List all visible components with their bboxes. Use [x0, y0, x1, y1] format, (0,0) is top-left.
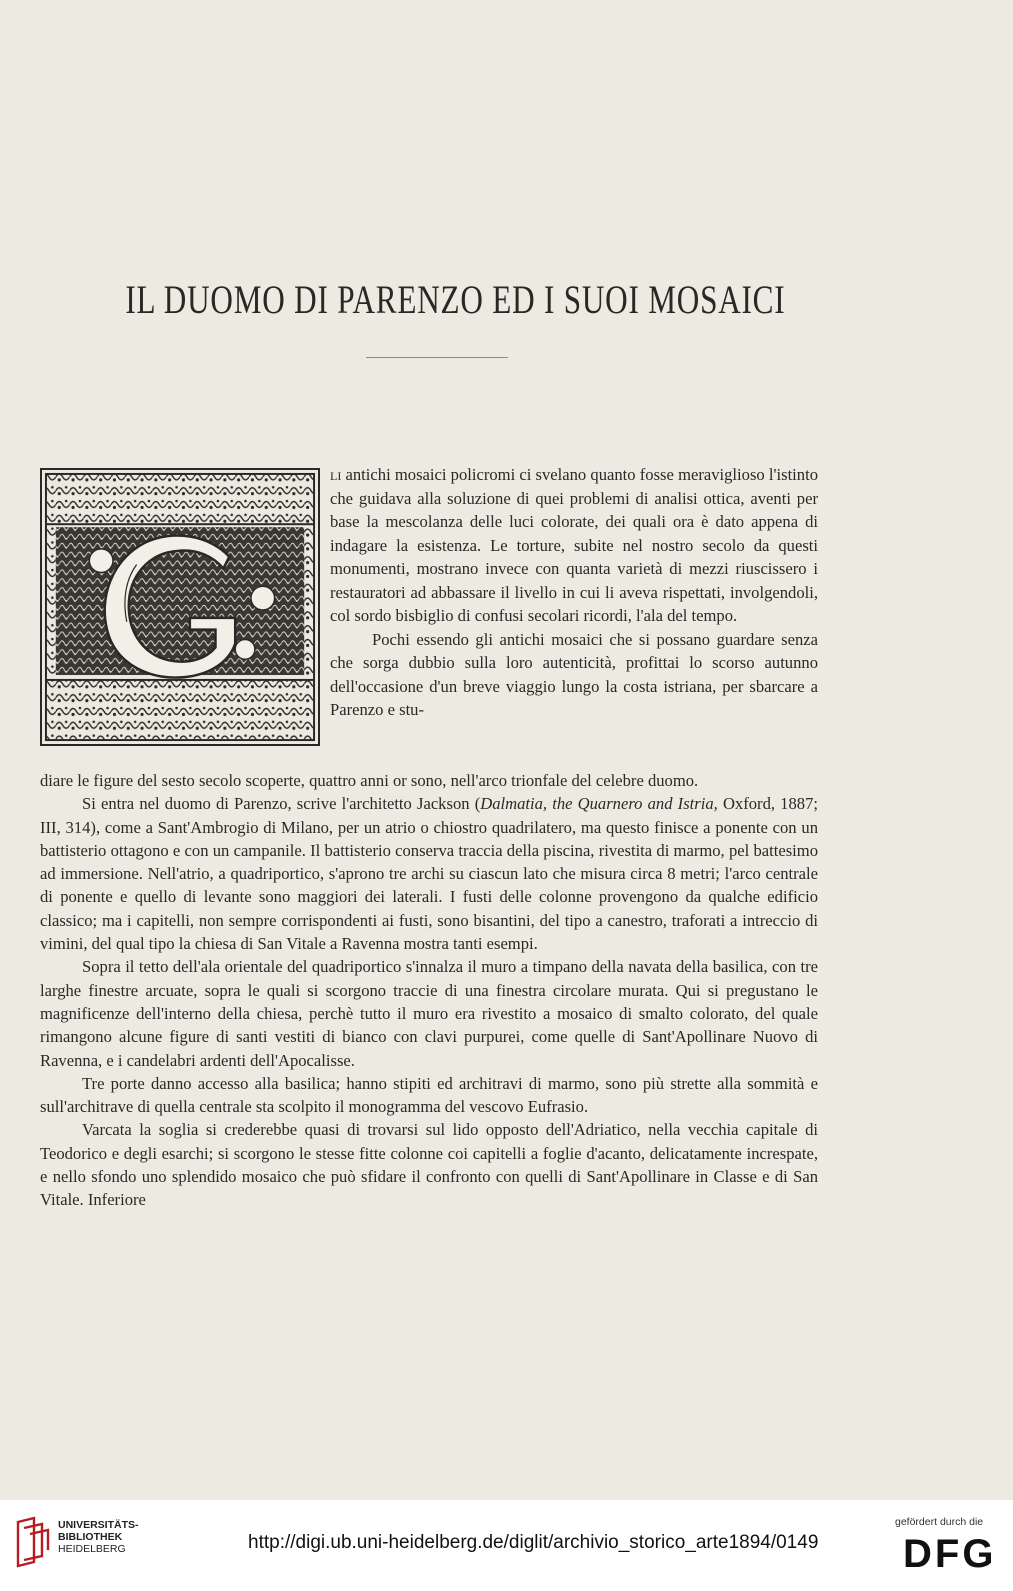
- book-title: Dalmatia, the Quarnero and Istria,: [480, 794, 718, 814]
- decorated-initial-G-icon: [40, 468, 320, 746]
- ub-heidelberg-logo-icon: [12, 1514, 52, 1570]
- digitization-footer: [0, 1500, 1013, 1591]
- opening-paragraphs: [330, 463, 818, 722]
- paragraph-facade: Sopra il tetto dell'ala orientale del quadriportico s'innalza il muro a timpano della navata della basilica, con tre larghe finestre arcuate, sopra le quali si scorgono traccie di una finestra circolare murata. Qui si pregustano le magnificenze dell'interno della chiesa, perchè tutto il muro era rivestito a mosaico di smalto colorato, del quale rimangono alcune figure di santi vestiti di bianco con clavi purpurei, come quelle di Sant'Apollinare Nuovo di Ravenna, e i candelabri ardenti dell'Apocalisse.: [40, 957, 818, 1070]
- funding-note: gefördert durch die: [895, 1516, 984, 1528]
- dropcap-lead-text: li: [330, 465, 342, 484]
- library-name-line2: BIBLIOTHEK: [58, 1531, 123, 1543]
- paragraph-interior: Varcata la soglia si crederebbe quasi di trovarsi sul lido opposto dell'Adriatico, nella vecchia capitale di Teodorico e degli esarchi; si scorgono le stesse fitte colonne coi capitelli a foglie d'acanto, delicatamente increspate, e nello sfondo uno splendido mosaico che può sfidare il confronto con quelli di Sant'Apollinare in Classe e di San Vitale. Inferiore: [40, 1120, 818, 1210]
- paragraph-doors: Tre porte danno accesso alla basilica; hanno stipiti ed architravi di marmo, sono più strette alla sommità e sull'architrave di quella centrale sta scolpito il monogramma del vescovo Eufrasio.: [40, 1073, 818, 1117]
- second-paragraph-start: Pochi essendo gli antichi mosaici che si possano guardare senza che sorga dubbio sulla loro autenticità, profittai lo scorso autunno dell'occasione d'un breve viaggio lungo la costa istriana, per sbarcare a Parenzo e stu-: [330, 629, 818, 719]
- title-divider: [366, 357, 508, 358]
- paragraph-jackson: [40, 792, 818, 955]
- article-body: [40, 769, 818, 1212]
- opening-paragraph: [330, 463, 818, 628]
- dfg-logo: DFG: [903, 1532, 997, 1576]
- article-title: IL DUOMO DI PARENZO ED I SUOI MOSAICI: [125, 277, 786, 322]
- paragraph-jackson-after: Oxford, 1887; III, 314), come a Sant'Ambrogio di Milano, per un atrio o chiostro quadrilatero, ma questo finisce a ponente con un battisterio ottagono e con un campanile. Il battisterio conserva traccia della piscina, rivestita di marmo, pel battesimo ad immersione. Nell'atrio, a quadriportico, s'aprono tre archi su ciascun lato che misura circa 8 metri; l'arco centrale di ponente e quello di levante sono maggiori dei laterali. I fusti delle colonne provengono da qualche edificio classico; ma i capitelli, non sempre corrispondenti ai fusti, sono bisantini, del tipo a canestro, traforati a intreccio di vimini, del qual tipo la chiesa di San Vitale a Ravenna mostra tanti esempi.: [40, 794, 818, 954]
- permalink-url[interactable]: http://digi.ub.uni-heidelberg.de/diglit/archivio_storico_arte1894/0149: [248, 1532, 819, 1553]
- library-name: [58, 1519, 139, 1555]
- library-name-line1: UNIVERSITÄTS-: [58, 1519, 139, 1531]
- second-paragraph-end: diare le figure del sesto secolo scoperte, quattro anni or sono, nell'arco trionfale del celebre duomo.: [40, 771, 699, 790]
- paragraph-jackson-before: Si entra nel duomo di Parenzo, scrive l'architetto Jackson (: [82, 794, 481, 814]
- opening-paragraph-text: antichi mosaici policromi ci svelano quanto fosse meraviglioso l'istinto che guidava alla soluzione di quei problemi di analisi ottica, aventi per base la mescolanza delle luci colorate, dei quali ora è dato appena di indagare la esistenza. Le torture, subite nel nostro secolo da questi monumenti, mostrano invece con quanta varietà di mezzi riuscissero i restauratori ad abbassare il livello in cui li aveva rispettati, involgendoli, col sordo bisbiglio di confusi secolari ricordi, l'ala del tempo.: [330, 465, 818, 625]
- library-name-line3: HEIDELBERG: [58, 1543, 126, 1555]
